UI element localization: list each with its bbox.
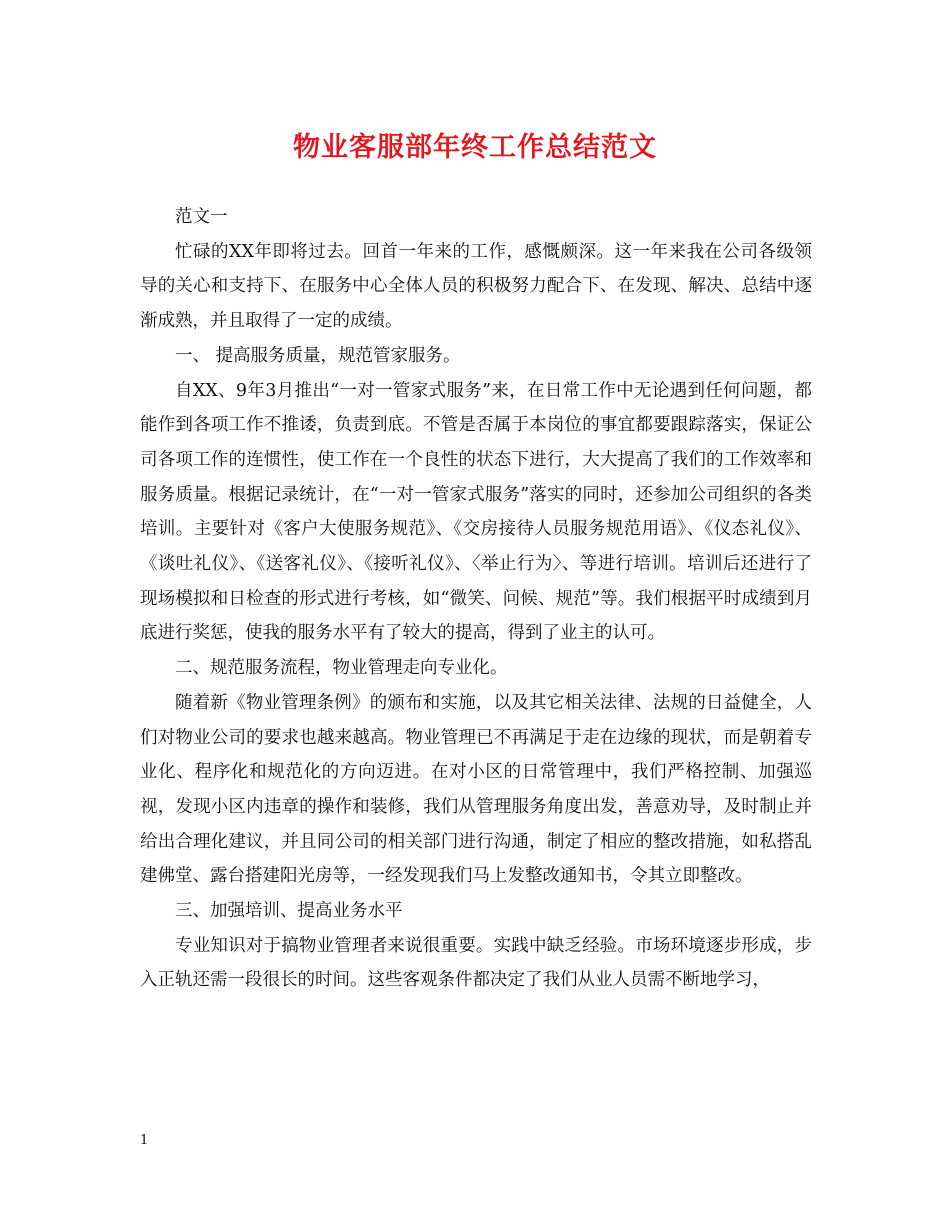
paragraph: 自XX、9年3月推出“一对一管家式服务”来，在日常工作中无论遇到任何问题，都能作到各项工作不推诿，负责到底。不管是否属于本岗位的事宜都要跟踪落实，保证公司各项工作的连惯性，使工作在一个良性的状态下进行，大大提高了我们的工作效率和服务质量。根据记录统计，在“一对一管家式服务”落实的同时，还参加公司组织的各类培训。主要针对《客户大使服务规范》、《交房接待人员服务规范用语》、《仪态礼仪》、《谈吐礼仪》、《送客礼仪》、《接听礼仪》、〈举止行为〉、等进行培训。培训后还进行了现场模拟和日检查的形式进行考核，如“微笑、问候、规范”等。我们根据平时成绩到月底进行奖惩，使我的服务水平有了较大的提高，得到了业主的认可。	[140, 380, 812, 644]
paragraph: 忙碌的XX年即将过去。回首一年来的工作，感慨颇深。这一年来我在公司各级领导的关心和支持下、在服务中心全体人员的积极努力配合下、在发现、解决、总结中逐渐成熟，并且取得了一定的成绩。	[140, 241, 812, 332]
paragraph: 随着新《物业管理条例》的颁布和实施，以及其它相关法律、法规的日益健全，人们对物业公司的要求也越来越高。物业管理已不再满足于走在边缘的现状，而是朝着专业化、程序化和规范化的方向迈进。在对小区的日常管理中，我们严格控制、加强巡视，发现小区内违章的操作和装修，我们从管理服务角度出发，善意劝导，及时制止并给出合理化建议，并且同公司的相关部门进行沟通，制定了相应的整改措施，如私搭乱建佛堂、露台搭建阳光房等，一经发现我们马上发整改通知书，令其立即整改。	[140, 692, 812, 887]
section-heading: 三、加强培训、提高业务水平	[175, 901, 403, 922]
document-body	[140, 200, 812, 998]
paragraph: 范文一	[175, 207, 228, 227]
section-heading: 一、 提高服务质量，规范管家服务。	[175, 345, 461, 366]
page-number: 1	[140, 1133, 149, 1148]
paragraph: 专业知识对于搞物业管理者来说很重要。实践中缺乏经验。市场环境逐步形成，步入正轨还需一段很长的时间。这些客观条件都决定了我们从业人员需不断地学习，	[140, 935, 812, 991]
document-title: 物业客服部年终工作总结范文	[293, 132, 657, 163]
section-heading: 二、规范服务流程，物业管理走向专业化。	[175, 658, 508, 679]
